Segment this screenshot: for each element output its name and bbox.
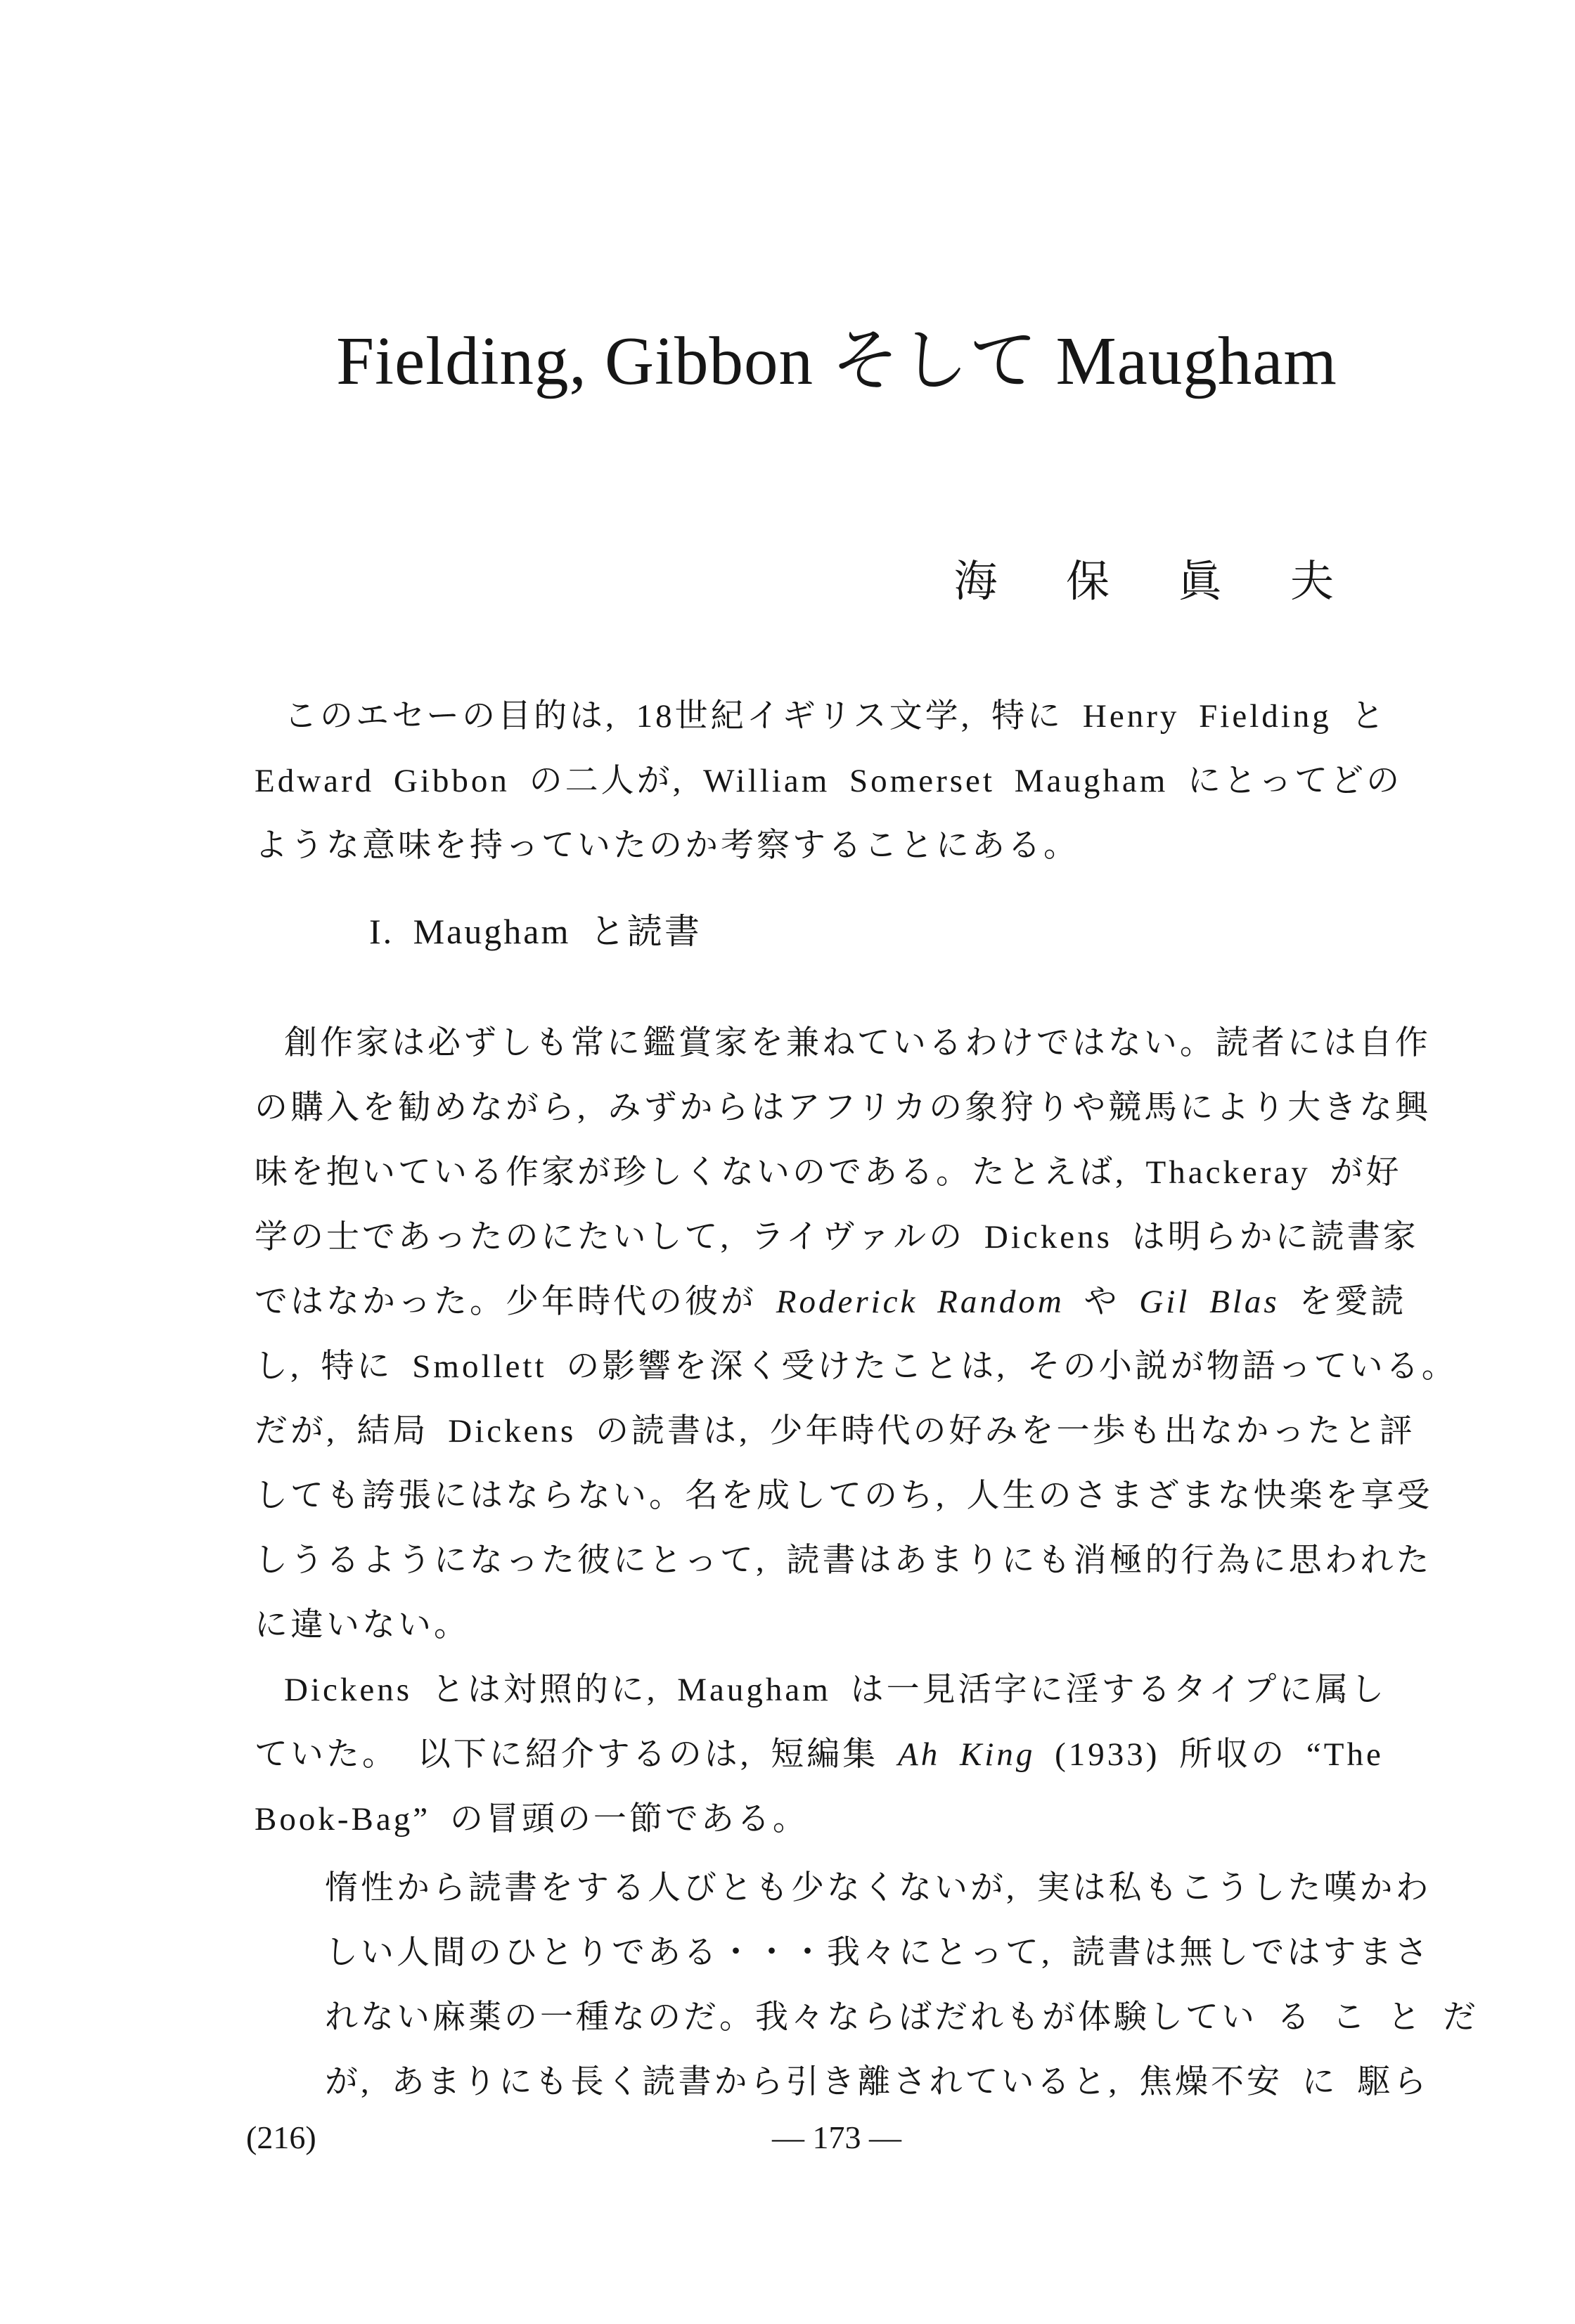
body-line: だが, 結局 Dickens の読書は, 少年時代の好みを一歩も出なかったと評 [255, 1413, 1415, 1450]
page-number: — 173 — [772, 2119, 901, 2155]
article-body [255, 684, 1479, 2115]
body-text: を愛読 [1279, 1284, 1407, 1320]
body-line: し, 特に Smollett の影響を深く受けたことは, その小説が物語っている。 [255, 1348, 1458, 1385]
body-text: ではなかった。少年時代の彼が [255, 1284, 776, 1320]
book-title-italic: Roderick Random [776, 1284, 1065, 1320]
body-line [255, 1722, 1438, 1787]
body-text: (1933) 所収の “The [1035, 1736, 1384, 1773]
body-line: Dickens とは対照的に, Maugham は一見活字に淫するタイプに属し [284, 1672, 1387, 1708]
quote-line: が, あまりにも長く読書から引き離されていると, 焦燥不安 に 駆ら [325, 2064, 1429, 2100]
quote-line: れない麻薬の一種なのだ。我々ならばだれもが体験してい る こ と だ [325, 1999, 1479, 2036]
author-name: 海 保 眞 夫 [953, 558, 1335, 606]
intro-line: Edward Gibbon の二人が, William Somerset Maugham にとってどの [255, 763, 1403, 799]
book-title-italic: Gil Blas [1139, 1284, 1280, 1320]
article-title: Fielding, Gibbon そして Maugham [336, 323, 1337, 399]
body-line: に違いない。 [255, 1607, 470, 1644]
body-line: 創作家は必ずしも常に鑑賞家を兼ねているわけではない。読者には自作 [284, 1025, 1431, 1061]
body-text: ていた。 以下に紹介するのは, 短編集 [255, 1736, 898, 1773]
body-line [255, 1270, 1438, 1334]
quote-block [325, 1856, 1479, 2115]
body-line: の購入を勧めながら, みずからはアフリカの象狩りや競馬により大きな興 [255, 1090, 1432, 1126]
book-title-italic: Ah King [898, 1736, 1036, 1773]
body-text: や [1064, 1284, 1140, 1320]
body-line: 学の士であったのにたいして, ライヴァルの Dickens は明らかに読書家 [255, 1219, 1419, 1255]
volume-page-number: (216) [246, 2119, 316, 2155]
body-line: しうるようになった彼にとって, 読書はあまりにも消極的行為に思われた [255, 1542, 1432, 1579]
quote-line: しい人間のひとりである・・・我々にとって, 読書は無しではすまさ [325, 1935, 1431, 1971]
intro-line: このエセーの目的は, 18世紀イギリス文学, 特に Henry Fielding と [284, 698, 1387, 735]
section-heading: I. Maugham と読書 [369, 912, 702, 951]
body-line: 味を抱いている作家が珍しくないのである。たとえば, Thackeray が好 [255, 1154, 1402, 1191]
body-line: Book-Bag” の冒頭の一節である。 [255, 1801, 809, 1838]
intro-line: ような意味を持っていたのか考察することにある。 [255, 827, 1079, 864]
quote-line: 惰性から読書をする人びとも少なくないが, 実は私もこうした嘆かわ [325, 1870, 1432, 1906]
body-line: しても誇張にはならない。名を成してのち, 人生のさまざまな快楽を享受 [255, 1478, 1433, 1514]
